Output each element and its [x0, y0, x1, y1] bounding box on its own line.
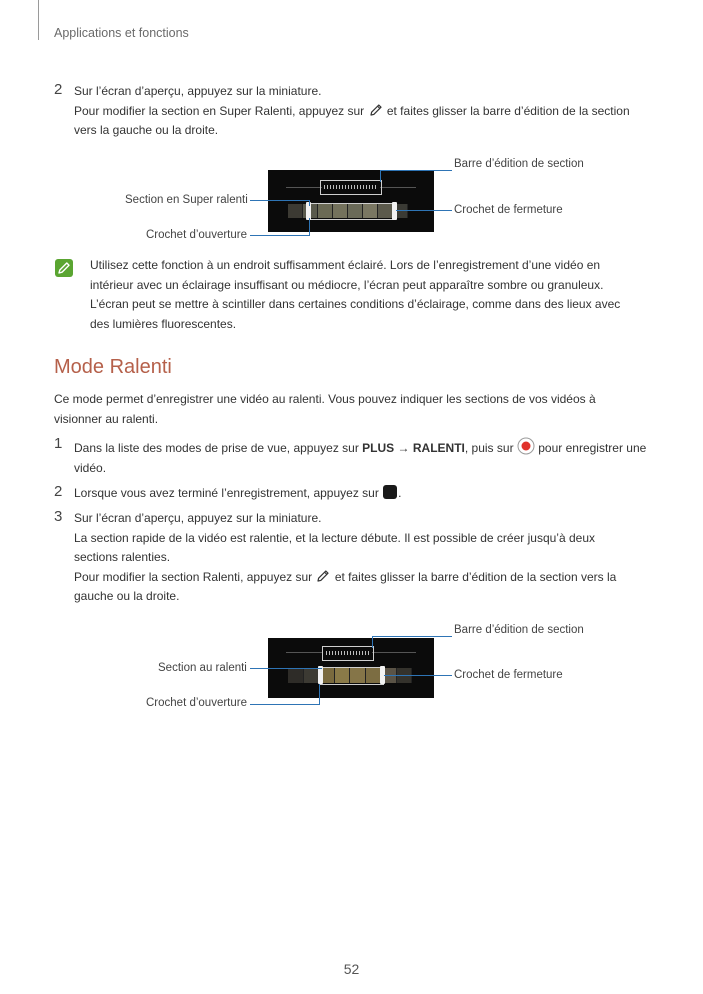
step-text-part: . [398, 486, 402, 500]
step-text-part: Pour modifier la section en Super Ralenti, appuyez sur [74, 103, 365, 118]
callout-edit-bar: Barre d’édition de section [454, 158, 584, 170]
callout-line [380, 170, 381, 182]
timeline-track [380, 187, 416, 188]
callout-closing: Crochet de fermeture [454, 204, 563, 216]
note-text [90, 256, 670, 334]
callout-line [250, 200, 310, 201]
thumbnail [288, 668, 304, 683]
edit-pencil-icon [368, 102, 384, 118]
note-line: Utilisez cette fonction à un endroit suffisamment éclairé. Lors de l’enregistrement d’une vidéo en [90, 258, 601, 272]
step-line: vers la gauche ou la droite. [74, 123, 219, 137]
step-text-part: pour enregistrer une [538, 441, 647, 455]
intro-line: visionner au ralenti. [54, 411, 159, 426]
step-text-part: Pour modifier la section Ralenti, appuyez sur [74, 569, 313, 584]
step-line: Sur l’écran d’aperçu, appuyez sur la miniature. [74, 511, 322, 525]
mode-plus: PLUS [362, 441, 395, 455]
callout-line [384, 675, 452, 676]
intro-line: Ce mode permet d’enregistrer une vidéo au ralenti. Vous pouvez indiquer les sections de vos vidéos à [54, 392, 596, 406]
callout-section: Section en Super ralenti [125, 194, 248, 206]
callout-line [319, 684, 320, 705]
callout-edit-bar: Barre d’édition de section [454, 624, 584, 636]
step-text-part: et faites glisser la barre d’édition de la section vers la [334, 569, 617, 584]
step-number: 3 [54, 508, 63, 525]
step-line [74, 437, 684, 459]
section-title: Mode Ralenti [54, 356, 172, 378]
intro-text [54, 390, 664, 429]
callout-line [250, 235, 310, 236]
step-line [74, 102, 674, 122]
header-title: Applications et fonctions [54, 26, 189, 40]
callout-section: Section au ralenti [158, 662, 247, 674]
step-line: gauche ou la droite. [74, 589, 180, 603]
step-line: vidéo. [74, 460, 107, 475]
callout-line [372, 636, 373, 648]
step-text [74, 437, 684, 478]
step-line [74, 568, 684, 588]
edit-bar-ticks [326, 651, 369, 655]
section-edit-bar[interactable] [322, 646, 374, 661]
step-line: sections ralenties. [74, 550, 171, 564]
step-number: 1 [54, 435, 63, 452]
mode-ralenti: RALENTI [412, 441, 465, 455]
thumbnail [304, 668, 320, 683]
timeline-track [372, 652, 416, 653]
step-text-part: Dans la liste des modes de prise de vue, appuyez sur [74, 441, 359, 455]
slow-section [320, 667, 384, 685]
step-text [74, 509, 684, 607]
callout-closing: Crochet de fermeture [454, 669, 563, 681]
step-text-part: Lorsque vous avez terminé l’enregistrement, appuyez sur [74, 486, 379, 500]
step-number: 2 [54, 483, 63, 500]
timeline-track [286, 652, 322, 653]
thumbnail [288, 204, 303, 218]
video-editor-panel [268, 170, 434, 232]
callout-line [396, 210, 452, 211]
section-edit-bar[interactable] [320, 180, 382, 195]
step-text-part: , puis sur [464, 441, 514, 455]
note-icon [54, 258, 74, 278]
note-line: intérieur avec un éclairage insuffisant ou médiocre, l’écran peut apparaître sombre ou granuleux. [90, 277, 604, 292]
callout-line [309, 200, 310, 206]
arrow: → [397, 441, 410, 455]
note-line: L’écran peut se mettre à scintiller dans certaines conditions d’éclairage, comme dans des lieux avec [90, 297, 621, 311]
super-slow-section [308, 203, 396, 220]
callout-line [250, 668, 322, 669]
step-text-part: et faites glisser la barre d’édition de la section [386, 103, 630, 118]
closing-bracket-handle[interactable] [392, 202, 397, 220]
edit-pencil-icon [315, 568, 331, 584]
header-rule [38, 0, 39, 40]
callout-line [380, 170, 452, 171]
edit-bar-ticks [324, 185, 377, 189]
record-button-icon [517, 437, 535, 455]
page-number: 52 [343, 961, 360, 977]
callout-opening: Crochet d’ouverture [146, 697, 247, 709]
callout-line [372, 636, 452, 637]
timeline-track [286, 187, 322, 188]
step-line: Sur l’écran d’aperçu, appuyez sur la miniature. [74, 84, 322, 98]
note-line: des lumières fluorescentes. [90, 316, 237, 331]
step-text [74, 82, 674, 141]
callout-opening: Crochet d’ouverture [146, 229, 247, 241]
step-number: 2 [54, 81, 63, 98]
callout-line [309, 218, 310, 236]
stop-button-icon [382, 484, 398, 500]
callout-line [250, 704, 320, 705]
step-text [74, 484, 684, 504]
step-line: La section rapide de la vidéo est ralentie, et la lecture débute. Il est possible de créer jusqu’à deux [74, 530, 595, 545]
